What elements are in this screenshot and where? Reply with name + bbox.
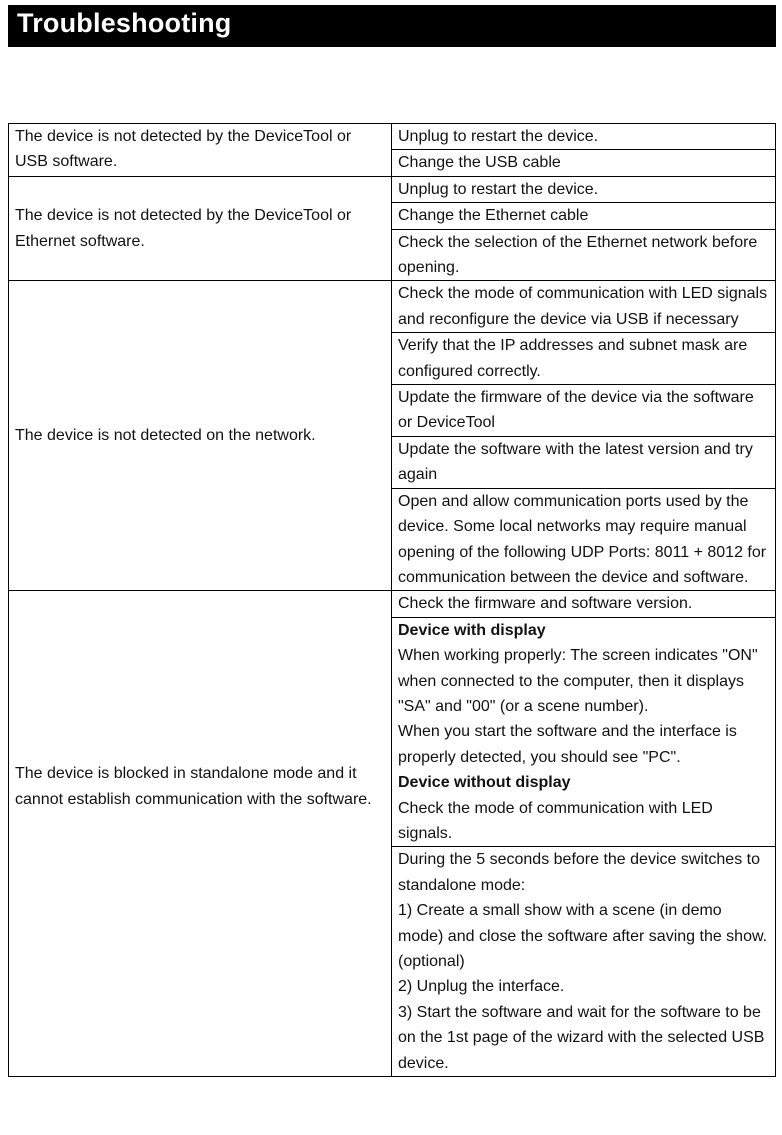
step-item: 2) Unplug the interface. (398, 978, 565, 996)
solution-cell: Update the software with the latest version and try again (392, 436, 776, 488)
solution-cell (392, 847, 776, 1077)
problem-text: The device is blocked in standalone mode and it cannot establish communication with the software. (15, 765, 372, 808)
solution-cell: Change the Ethernet cable (392, 203, 776, 229)
table-row (9, 281, 776, 333)
table-row (9, 591, 776, 617)
solution-cell: Update the firmware of the device via the software or DeviceTool (392, 385, 776, 437)
table-row (9, 176, 776, 202)
solution-cell (392, 617, 776, 847)
solution-cell: Change the USB cable (392, 150, 776, 176)
solution-cell: Check the selection of the Ethernet network before opening. (392, 229, 776, 281)
troubleshooting-table (8, 123, 776, 1077)
solution-cell: Open and allow communication ports used by the device. Some local networks may require manual opening of the following UDP Ports: 8011 + 8012 for communication between the device and software. (392, 488, 776, 591)
standalone-intro: During the 5 seconds before the device switches to standalone mode: (398, 851, 760, 894)
display-text: When working properly: The screen indicates "ON" when connected to the computer, then it displays "SA" and "00" (or a scene number). (398, 647, 758, 715)
solution-cell: Check the firmware and software version. (392, 591, 776, 617)
problem-cell: The device is not detected on the network. (9, 281, 392, 591)
problem-cell (9, 591, 392, 1077)
step-item: 3) Start the software and wait for the software to be on the 1st page of the wizard with the selected USB device. (398, 1003, 765, 1072)
solution-cell: Unplug to restart the device. (392, 124, 776, 150)
step-item: 1) Create a small show with a scene (in demo mode) and close the software after saving the show.(optional) (398, 902, 768, 970)
table-row (9, 124, 776, 150)
problem-cell: The device is not detected by the DeviceTool or USB software. (9, 124, 392, 177)
header-bar (8, 5, 776, 47)
solution-cell: Verify that the IP addresses and subnet mask are configured correctly. (392, 333, 776, 385)
display-text: When you start the software and the interface is properly detected, you should see "PC". (398, 723, 737, 766)
solution-cell: Unplug to restart the device. (392, 176, 776, 202)
page-title: Troubleshooting (17, 8, 232, 38)
no-display-text: Check the mode of communication with LED signals. (398, 799, 713, 842)
no-display-heading: Device without display (398, 774, 571, 792)
display-heading: Device with display (398, 621, 546, 639)
solution-cell: Check the mode of communication with LED signals and reconfigure the device via USB if necessary (392, 281, 776, 333)
problem-cell: The device is not detected by the DeviceTool or Ethernet software. (9, 176, 392, 281)
